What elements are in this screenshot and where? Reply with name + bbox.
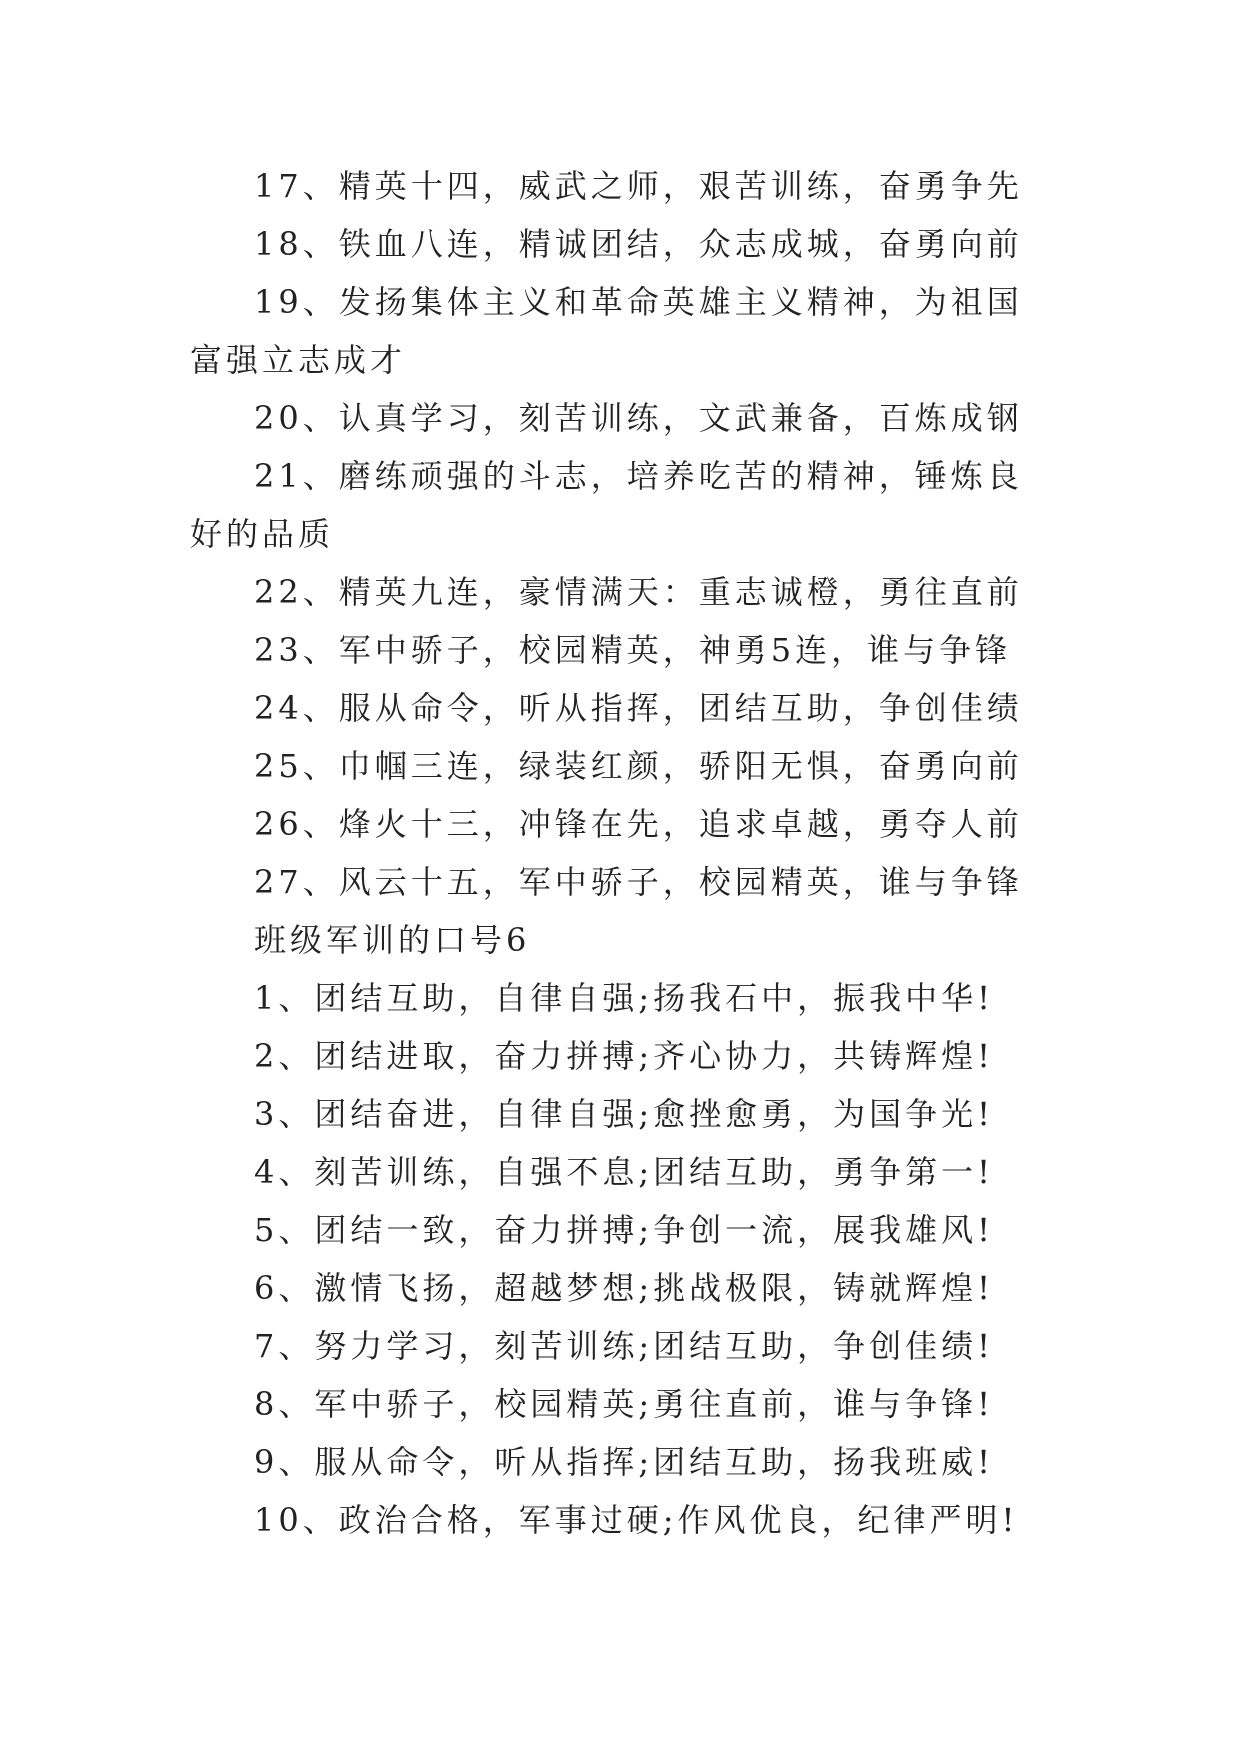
paragraph-item-7: 7、努力学习，刻苦训练;团结互助，争创佳绩! (254, 1327, 995, 1365)
paragraph-item-1: 1、团结互助，自律自强;扬我石中，振我中华! (254, 979, 995, 1017)
paragraph-item-4: 4、刻苦训练，自强不息;团结互助，勇争第一! (254, 1153, 995, 1191)
paragraph-slogan-20: 20、认真学习，刻苦训练，文武兼备，百炼成钢 (254, 399, 1023, 437)
paragraph-item-2: 2、团结进取，奋力拼搏;齐心协力，共铸辉煌! (254, 1037, 995, 1075)
paragraph-item-9: 9、服从命令，听从指挥;团结互助，扬我班威! (254, 1443, 995, 1481)
paragraph-slogan-19: 19、发扬集体主义和革命英雄主义精神，为祖国富强立志成才 (190, 283, 1023, 379)
paragraph-slogan-22: 22、精英九连，豪情满天：重志诚橙，勇往直前 (254, 573, 1023, 611)
paragraph-slogan-21: 21、磨练顽强的斗志，培养吃苦的精神，锤炼良好的品质 (190, 457, 1023, 553)
paragraph-slogan-24: 24、服从命令，听从指挥，团结互助，争创佳绩 (254, 689, 1023, 727)
paragraph-item-10: 10、政治合格，军事过硬;作风优良，纪律严明! (254, 1501, 1019, 1539)
paragraph-item-8: 8、军中骄子，校园精英;勇往直前，谁与争锋! (254, 1385, 995, 1423)
paragraph-slogan-26: 26、烽火十三，冲锋在先，追求卓越，勇夺人前 (254, 805, 1023, 843)
paragraph-item-5: 5、团结一致，奋力拼搏;争创一流，展我雄风! (254, 1211, 995, 1249)
document-body (190, 157, 1045, 1549)
section-heading: 班级军训的口号6 (254, 921, 531, 959)
paragraph-slogan-23: 23、军中骄子，校园精英，神勇5连，谁与争锋 (254, 631, 1012, 669)
paragraph-slogan-17: 17、精英十四，威武之师，艰苦训练，奋勇争先 (254, 167, 1023, 205)
paragraph-slogan-18: 18、铁血八连，精诚团结，众志成城，奋勇向前 (254, 225, 1023, 263)
paragraph-slogan-27: 27、风云十五，军中骄子，校园精英，谁与争锋 (254, 863, 1023, 901)
paragraph-item-6: 6、激情飞扬，超越梦想;挑战极限，铸就辉煌! (254, 1269, 995, 1307)
paragraph-item-3: 3、团结奋进，自律自强;愈挫愈勇，为国争光! (254, 1095, 995, 1133)
paragraph-slogan-25: 25、巾帼三连，绿装红颜，骄阳无惧，奋勇向前 (254, 747, 1023, 785)
